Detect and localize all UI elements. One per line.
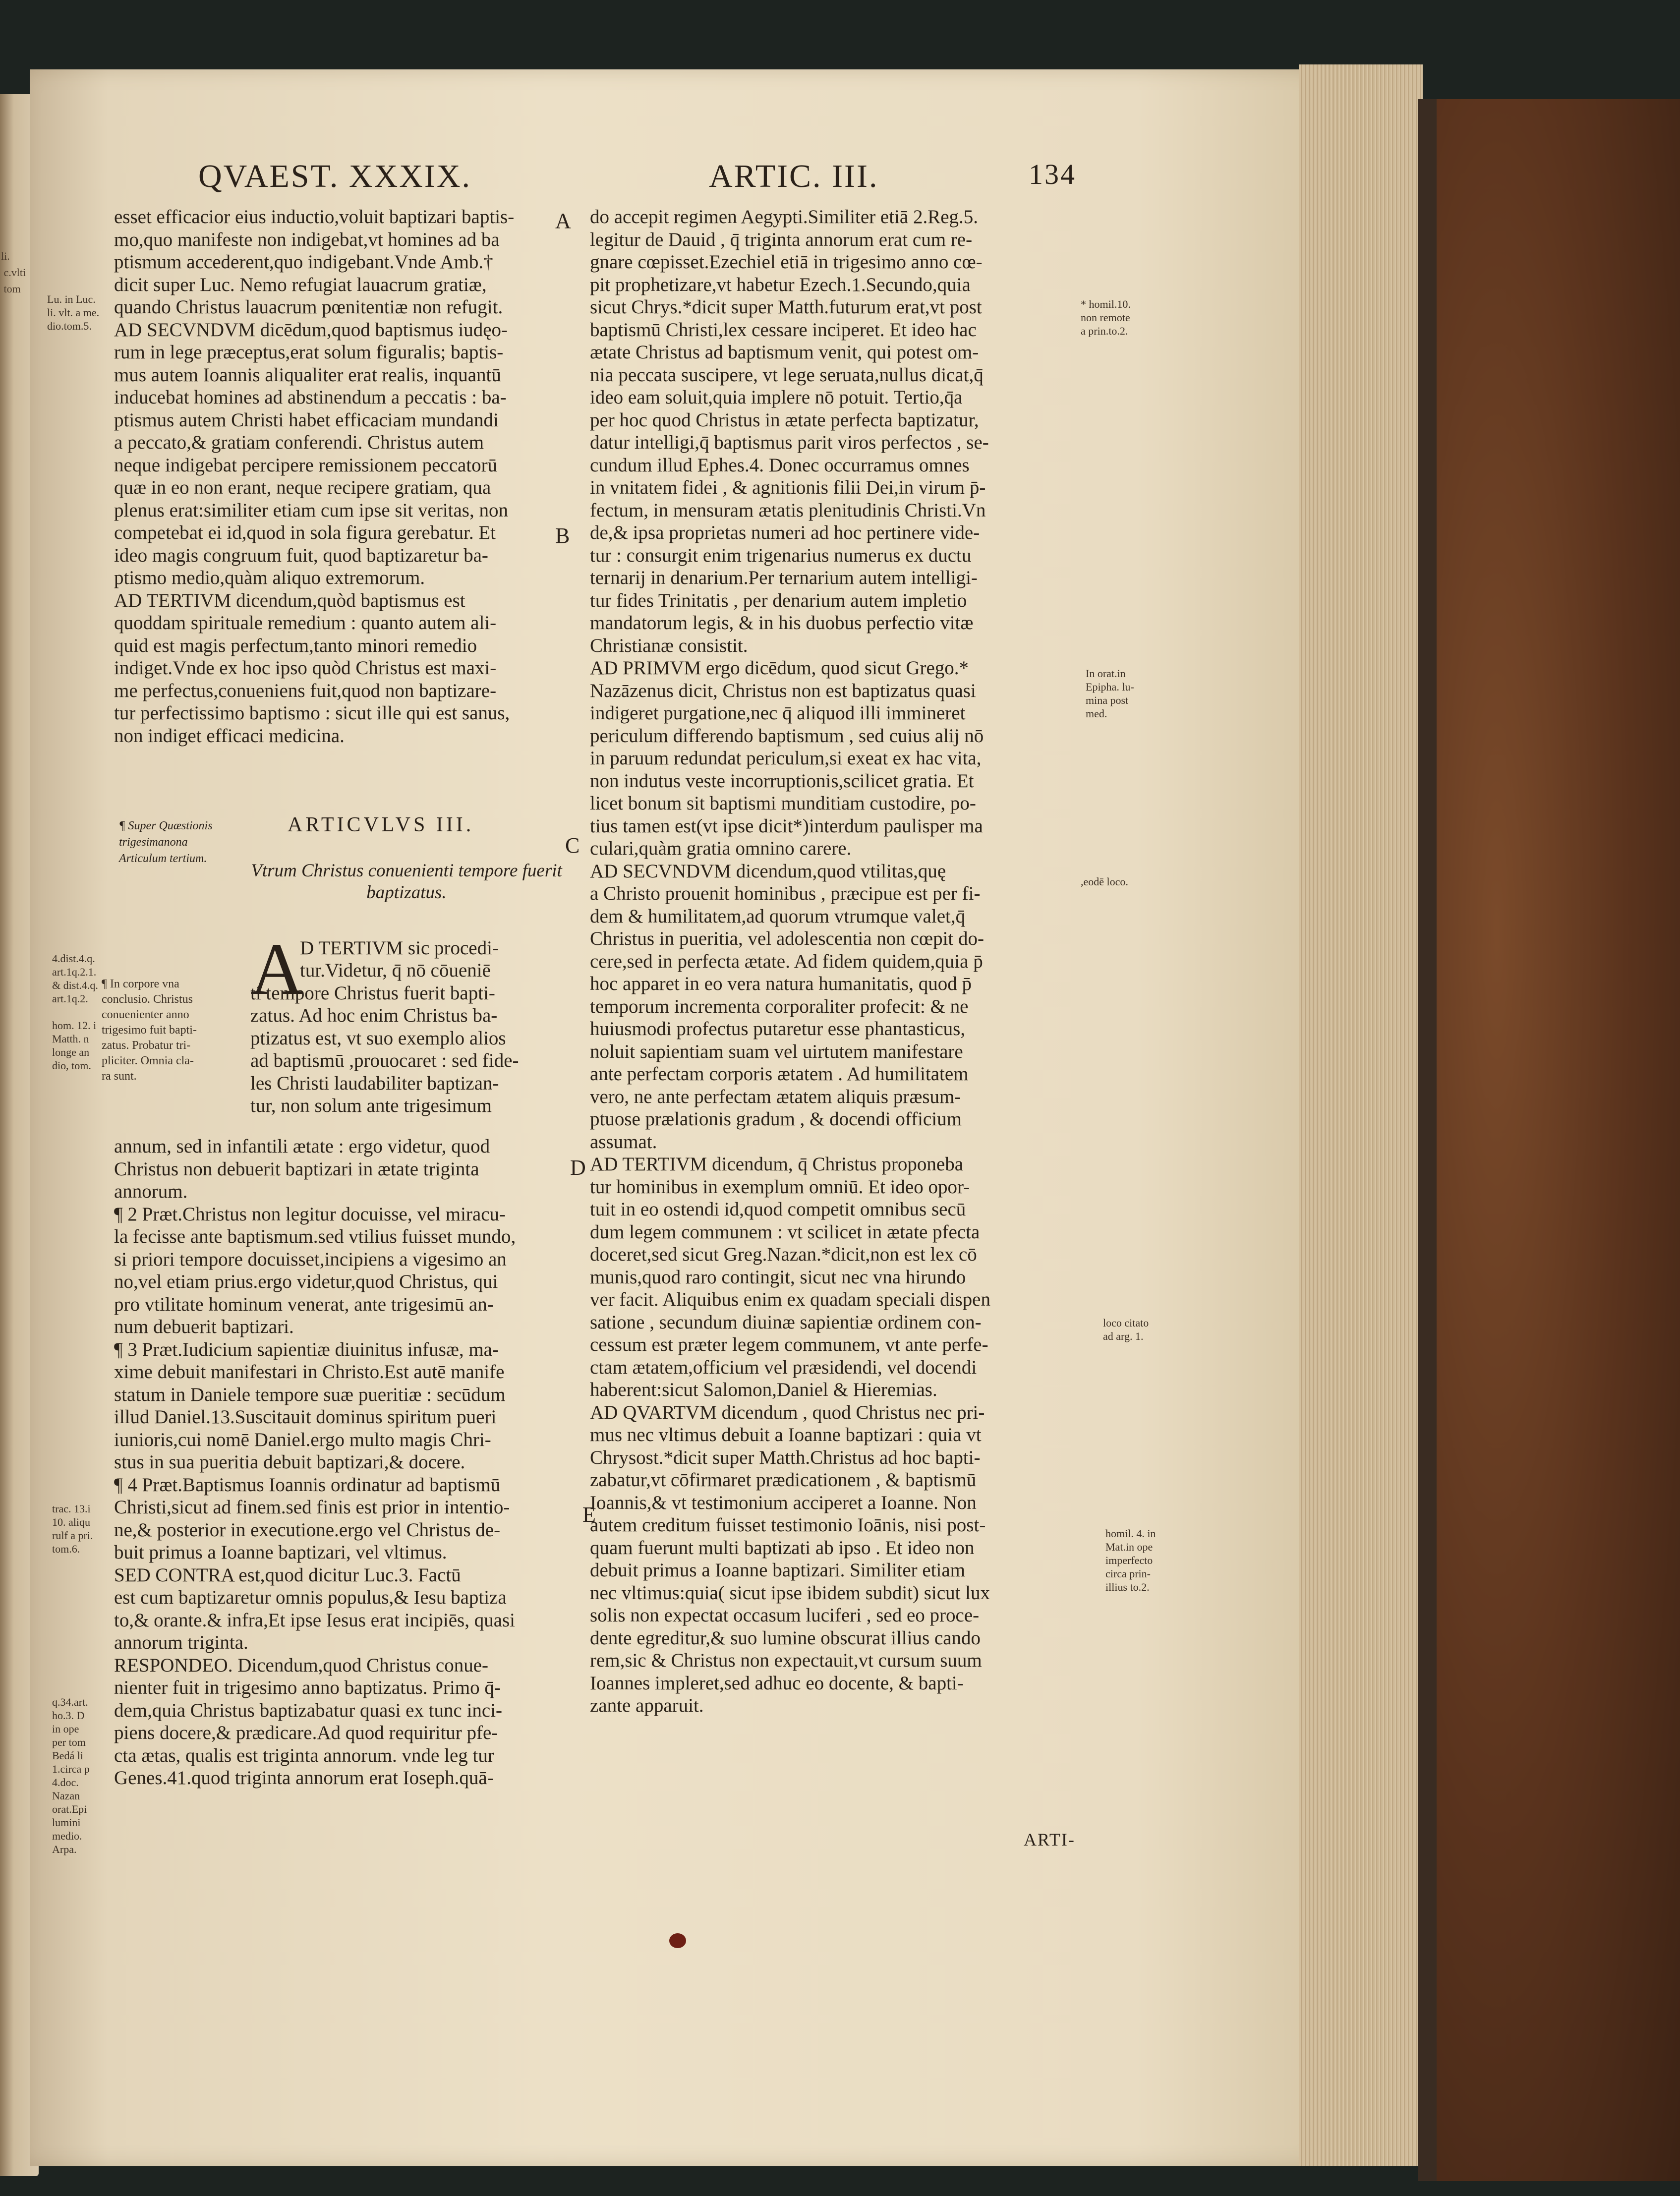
text-line: si priori tempore docuisset,incipiens a vigesimo an bbox=[114, 1248, 507, 1270]
text-line: zante apparuit. bbox=[590, 1695, 704, 1716]
text-line: la fecisse ante baptismum.sed vtilius fuisset mundo, bbox=[114, 1226, 516, 1247]
text-line: AD TERTIVM dicendum,quòd baptismus est bbox=[114, 589, 465, 611]
text-line: debuit primus a Ioanne baptizari. Similiter etiam bbox=[590, 1560, 966, 1581]
left-margin-note-middle: 4.dist.4.q. art.1q.2.1. & dist.4.q. art.1q.2. hom. 12. i Matth. n longe an dio, tom. bbox=[52, 952, 98, 1072]
text-line: inducebat homines ad abstinendum a peccatis : ba- bbox=[114, 387, 507, 408]
text-line: indiget.Vnde ex hoc ipso quòd Christus est maxi- bbox=[114, 657, 497, 679]
text-line: cere,sed in perfecta ætate. Ad fidem quidem,quia p̄ bbox=[590, 950, 983, 972]
right-margin-note-b: In orat.in Epipha. lu- mina post med. bbox=[1086, 667, 1134, 720]
text-line: ne,& posterior in executione.ergo vel Christus de- bbox=[114, 1519, 501, 1541]
text-line: gnare cœpisset.Ezechiel etiā in trigesimo anno cœ- bbox=[590, 251, 983, 273]
text-line: me perfectus,conueniens fuit,quod non baptizare- bbox=[114, 680, 497, 701]
text-line: zatus. Ad hoc enim Christus ba- bbox=[250, 1005, 498, 1026]
text-line: les Christi laudabiliter baptizan- bbox=[250, 1072, 499, 1094]
text-line: ti tempore Christus fuerit bapti- bbox=[250, 982, 495, 1004]
text-line: competebat ei id,quod in sola figura gerebatur. Et bbox=[114, 522, 496, 543]
text-line: piens docere,& prædicare.Ad quod requiritur pfe- bbox=[114, 1722, 498, 1743]
text-line: in paruum redundat periculum,si exeat ex hac vita, bbox=[590, 748, 982, 769]
article-heading: ARTICVLVS III. bbox=[288, 813, 474, 836]
text-line: SED CONTRA est,quod dicitur Luc.3. Factū bbox=[114, 1564, 461, 1586]
text-line: Nazāzenus dicit, Christus non est baptizatus quasi bbox=[590, 680, 976, 701]
text-line: ¶ 3 Præt.Iudicium sapientiæ diuinitus infusæ, ma- bbox=[114, 1338, 499, 1360]
text-line: plenus erat:similiter etiam cum ipse sit veritas, non bbox=[114, 499, 508, 521]
text-line: est cum baptizaretur omnis populus,& Iesu baptiza bbox=[114, 1587, 507, 1608]
text-line: Ioannis,& vt testimonium acciperet a Ioanne. Non bbox=[590, 1492, 977, 1513]
text-line: a peccato,& gratiam conferendi. Christus autem bbox=[114, 432, 484, 453]
text-line: D TERTIVM sic procedi- bbox=[300, 937, 499, 959]
text-line: ternarij in denarium.Per ternarium autem intelligi- bbox=[590, 567, 978, 588]
section-letter-e: E bbox=[582, 1503, 596, 1527]
text-line: ideo magis congruum fuit, quod baptizaretur ba- bbox=[114, 544, 488, 566]
text-line: tuit in eo ostendi id,quod competit omnibus secū bbox=[590, 1199, 966, 1220]
text-line: in vnitatem fidei , & agnitionis filii Dei,in virum p̄- bbox=[590, 477, 986, 498]
text-line: no,vel etiam prius.ergo videtur,quod Christus, qui bbox=[114, 1271, 498, 1292]
running-header-left: QVAEST. XXXIX. bbox=[198, 158, 472, 194]
text-line: annum, sed in infantili ætate : ergo videtur, quod bbox=[114, 1136, 490, 1157]
text-line: AD SECVNDVM dicendum,quod vtilitas,quę bbox=[590, 860, 946, 882]
text-line: tur, non solum ante trigesimum bbox=[250, 1095, 492, 1116]
page-number: 134 bbox=[1029, 158, 1076, 190]
text-line: nia peccata suscipere, vt lege seruata,nullus dicat,q̄ bbox=[590, 364, 984, 386]
text-line: AD SECVNDVM dicēdum,quod baptismus iudęo- bbox=[114, 319, 508, 341]
text-line: periculum differendo baptismum , sed cuius alij nō bbox=[590, 725, 984, 747]
article-first-line bbox=[300, 937, 578, 960]
cover-spine-edge bbox=[1418, 99, 1437, 2181]
text-line: autem creditum fuisset testimonio Ioānis, nisi post- bbox=[590, 1514, 986, 1536]
text-line: AD TERTIVM dicendum, q̄ Christus proponeba bbox=[590, 1154, 964, 1175]
text-line: pit prophetizare,vt habetur Ezech.1.Secundo,quia bbox=[590, 274, 971, 295]
text-line: annorum triginta. bbox=[114, 1632, 248, 1653]
section-letter-b: B bbox=[555, 523, 570, 548]
previous-page-text: li. c.vlti tom bbox=[1, 250, 26, 295]
text-line: non indiget efficaci medicina. bbox=[114, 725, 345, 747]
text-line: mandatorum legis, & in his duobus perfectio vitæ bbox=[590, 612, 974, 634]
text-line: noluit sapientiam suam vel uirtutem manifestare bbox=[590, 1040, 963, 1062]
text-line: ¶ 2 Præt.Christus non legitur docuisse, vel miracu- bbox=[114, 1203, 506, 1225]
text-line: haberent:sicut Salomon,Daniel & Hieremias. bbox=[590, 1379, 937, 1400]
text-line: huiusmodi profectus putaretur esse phantasticus, bbox=[590, 1018, 966, 1040]
text-line: AD PRIMVM ergo dicēdum, quod sicut Grego.* bbox=[590, 657, 969, 679]
section-letter-d: D bbox=[570, 1156, 586, 1180]
text-line: Christi,sicut ad finem.sed finis est prior in intentio- bbox=[114, 1497, 510, 1518]
text-line: cundum illud Ephes.4. Donec occurramus omnes bbox=[590, 454, 970, 476]
left-column-bottom bbox=[114, 1135, 560, 1790]
text-line: temporum incrementa corporaliter profecit: & ne bbox=[590, 995, 969, 1017]
left-column-top bbox=[114, 206, 560, 747]
text-line: tur hominibus in exemplum omniū. Et ideo opor- bbox=[590, 1176, 970, 1198]
text-line: fectum, in mensuram ætatis plenitudinis Christi.Vn bbox=[590, 499, 986, 521]
text-line: annorum. bbox=[114, 1181, 188, 1202]
text-line: tur fides Trinitatis , per denarium autem impletio bbox=[590, 589, 967, 611]
right-column bbox=[590, 206, 1081, 1717]
drop-cap: A bbox=[250, 928, 304, 1010]
section-letter-c: C bbox=[565, 833, 580, 858]
text-line: licet bonum sit baptismi munditiam custodire, po- bbox=[590, 793, 976, 814]
text-line: quam fuerunt multi baptizati ab ipso . Et ideo non bbox=[590, 1537, 975, 1559]
text-line: mo,quo manifeste non indigebat,vt homines ad ba bbox=[114, 229, 500, 250]
left-margin-note-top: Lu. in Luc. li. vlt. a me. dio.tom.5. bbox=[47, 293, 100, 332]
text-line: quæ in eo non erant, neque recipere gratiam, qua bbox=[114, 477, 491, 498]
text-line: quoddam spirituale remedium : quanto autem ali- bbox=[114, 612, 497, 634]
text-line: nienter fuit in trigesimo anno baptizatus. Primo q̄- bbox=[114, 1677, 501, 1698]
text-line: per hoc quod Christus in ætate perfecta baptizatur, bbox=[590, 409, 979, 431]
quaestio-note: ¶ Super Quæstionis trigesimanona Articulum tertium. bbox=[119, 819, 213, 865]
text-line: dicit super Luc. Nemo refugiat lauacrum gratiæ, bbox=[114, 274, 487, 295]
text-line: Genes.41.quod triginta annorum erat Ioseph.quā- bbox=[114, 1767, 494, 1789]
text-line: ptismus autem Christi habet efficaciam mundandi bbox=[114, 409, 499, 431]
article-title: Vtrum Christus conuenienti tempore fuerit baptizatus. bbox=[251, 861, 562, 903]
text-line: neque indigebat percipere remissionem peccatorū bbox=[114, 454, 498, 476]
text-line: esset efficacior eius inductio,voluit baptizari baptis- bbox=[114, 206, 515, 228]
text-line: assumat. bbox=[590, 1131, 657, 1153]
text-line: vero, ne ante perfectam ætatem aliquis præsum- bbox=[590, 1086, 961, 1107]
text-line: non indutus veste incorruptionis,scilicet gratia. Et bbox=[590, 770, 974, 792]
text-line: ver facit. Aliquibus enim ex quadam speciali dispen bbox=[590, 1289, 990, 1310]
left-margin-note-bottom: q.34.art. ho.3. D in ope per tom Bedá li 1.circa p 4.doc. Nazan orat.Epi lumini medio. Arpa. bbox=[52, 1696, 90, 1855]
text-line: mus autem Ioannis aliqualiter erat realis, inquantū bbox=[114, 364, 501, 386]
text-line: dente egreditur,& suo lumine obscurat illius cando bbox=[590, 1627, 981, 1649]
text-line: ¶ 4 Præt.Baptismus Ioannis ordinatur ad baptismū bbox=[114, 1474, 501, 1496]
text-line: tius tamen est(vt ipse dicit*)interdum paulisper ma bbox=[590, 815, 983, 837]
text-line: Ioannes impleret,sed adhuc eo docente, & bapti- bbox=[590, 1672, 964, 1694]
book-cover bbox=[1418, 99, 1680, 2181]
text-line: indigeret purgatione,nec q̄ aliquod illi immineret bbox=[590, 702, 966, 724]
text-line: tur perfectissimo baptismo : sicut ille qui est sanus, bbox=[114, 702, 510, 724]
text-line: baptismū Christi,lex cessare inciperet. Et ideo hac bbox=[590, 319, 977, 341]
text-line: Christianæ consistit. bbox=[590, 635, 748, 656]
text-line: a Christo prouenit hominibus , præcipue est per fi- bbox=[590, 883, 981, 904]
text-line: tur.Videtur, q̄ nō cōueniē bbox=[300, 960, 491, 981]
running-header-right: ARTIC. III. bbox=[709, 158, 879, 194]
text-line: legitur de Dauid , q̄ triginta annorum erat cum re- bbox=[590, 229, 973, 250]
text-line: buit primus a Ioanne baptizari, vel vltimus. bbox=[114, 1542, 447, 1563]
text-line: ad baptismū ,prouocaret : sed fide- bbox=[250, 1050, 519, 1071]
text-line: quid est magis perfectum,tanto minori remedio bbox=[114, 635, 477, 656]
text-line: solis non expectat occasum luciferi , sed eo proce- bbox=[590, 1605, 980, 1626]
text-line: tur : consurgit enim trigenarius numerus ex ductu bbox=[590, 544, 972, 566]
text-line: Christus non debuerit baptizari in ætate triginta bbox=[114, 1158, 479, 1180]
text-line: munis,quod raro contingit, sicut nec vna hirundo bbox=[590, 1266, 966, 1288]
text-line: illud Daniel.13.Suscitauit dominus spiritum pueri bbox=[114, 1406, 497, 1428]
right-margin-note-a: * homil.10. non remote a prin.to.2. bbox=[1081, 298, 1131, 337]
left-margin-inner-note: ¶ In corpore vna conclusio. Christus conuenienter anno trigesimo fuit bapti- zatus. Probatur tri- pliciter. Omnia cla- ra sunt. bbox=[102, 978, 197, 1083]
text-line: mus nec vltimus debuit a Ioanne baptizari : quia vt bbox=[590, 1424, 982, 1445]
text-line: stus in sua pueritia debuit baptizari,& docere. bbox=[114, 1451, 465, 1473]
text-line: doceret,sed sicut Greg.Nazan.*dicit,non est lex cō bbox=[590, 1244, 977, 1265]
text-line: hoc apparet in eo vera natura humanitatis, quod p̄ bbox=[590, 973, 972, 994]
text-line: ptizatus est, vt suo exemplo alios bbox=[250, 1027, 506, 1049]
ink-stain bbox=[669, 1933, 686, 1948]
text-line: pro vtilitate hominum venerat, ante trigesimū an- bbox=[114, 1293, 494, 1315]
left-article-block bbox=[250, 959, 568, 1117]
right-margin-note-e: homil. 4. in Mat.in ope imperfecto circa prin- illius to.2. bbox=[1105, 1527, 1156, 1593]
text-line: datur intelligi,q̄ baptismus parit viros perfectos , se- bbox=[590, 432, 989, 453]
text-line: cta ætas, qualis est triginta annorum. vnde leg tur bbox=[114, 1744, 494, 1766]
left-margin-note-lower: trac. 13.i 10. aliqu rulf a pri. tom.6. bbox=[52, 1503, 93, 1555]
text-line: quando Christus lauacrum pœnitentiæ non refugit. bbox=[114, 296, 503, 318]
text-line: ante perfectam corporis ætatem . Ad humilitatem bbox=[590, 1063, 969, 1085]
text-line: satione , secundum diuinæ sapientiæ ordinem con- bbox=[590, 1311, 982, 1333]
text-line: ideo eam soluit,quia implere nō potuit. Tertio,q̄a bbox=[590, 387, 963, 408]
text-line: iunioris,cui nomē Daniel.ergo multo magis Chri- bbox=[114, 1429, 491, 1450]
text-line: ctam ætatem,officium vel præsidendi, vel docendi bbox=[590, 1356, 977, 1378]
text-line: to,& orante.& infra,Et ipse Iesus erat incipiēs, quasi bbox=[114, 1609, 516, 1631]
catchword: ARTI- bbox=[1024, 1830, 1075, 1849]
text-line: zabatur,vt cōfirmaret prædicationem , & baptismū bbox=[590, 1469, 977, 1491]
text-line: num debuerit baptizari. bbox=[114, 1316, 294, 1337]
text-line: nec vltimus:quia( sicut ipse ibidem subdit) sicut lux bbox=[590, 1582, 990, 1604]
text-line: dum legem communem : vt scilicet in ætate pfecta bbox=[590, 1221, 980, 1243]
text-line: culari,quàm gratia omnino carere. bbox=[590, 838, 852, 859]
page-edges bbox=[1299, 64, 1423, 2166]
text-line: sicut Chrys.*dicit super Matth.futurum erat,vt post bbox=[590, 296, 982, 318]
text-line: statum in Daniele tempore suæ pueritiæ : secūdum bbox=[114, 1384, 506, 1405]
text-line: ptismo medio,quàm aliquo extremorum. bbox=[114, 567, 425, 588]
right-margin-note-d: loco citato ad arg. 1. bbox=[1103, 1317, 1149, 1342]
text-line: rem,sic & Christus non expectauit,vt cursum suum bbox=[590, 1650, 982, 1671]
text-line: RESPONDEO. Dicendum,quod Christus conue- bbox=[114, 1654, 489, 1676]
text-line: ætate Christus ad baptismum venit, qui potest om- bbox=[590, 342, 979, 363]
text-line: xime debuit manifestari in Christo.Est autē manife bbox=[114, 1361, 505, 1383]
text-line: ptuose prælationis gradum , & docendi officium bbox=[590, 1108, 962, 1130]
text-line: Chrysost.*dicit super Matth.Christus ad hoc bapti- bbox=[590, 1446, 981, 1468]
text-line: de,& ipsa proprietas numeri ad hoc pertinere vide- bbox=[590, 522, 980, 543]
text-line: do accepit regimen Aegypti.Similiter etiā 2.Reg.5. bbox=[590, 206, 979, 228]
text-line: dem & humilitatem,ad quorum vtrumque valet,q̄ bbox=[590, 905, 966, 927]
text-line: ptismum accederent,quo indigebant.Vnde Amb.† bbox=[114, 251, 493, 273]
text-line: rum in lege præceptus,erat solum figuralis; baptis- bbox=[114, 342, 504, 363]
text-line: Christus in pueritia, vel adolescentia non cœpit do- bbox=[590, 928, 984, 949]
section-letter-a: A bbox=[555, 209, 571, 233]
text-line: AD QVARTVM dicendum , quod Christus nec pri- bbox=[590, 1401, 985, 1423]
text-line: dem,quia Christus baptizabatur quasi ex tunc inci- bbox=[114, 1699, 503, 1721]
right-margin-note-c: ,eodē loco. bbox=[1081, 875, 1128, 888]
text-line: cessum est præter legem communem, vt ante perfe- bbox=[590, 1334, 988, 1355]
